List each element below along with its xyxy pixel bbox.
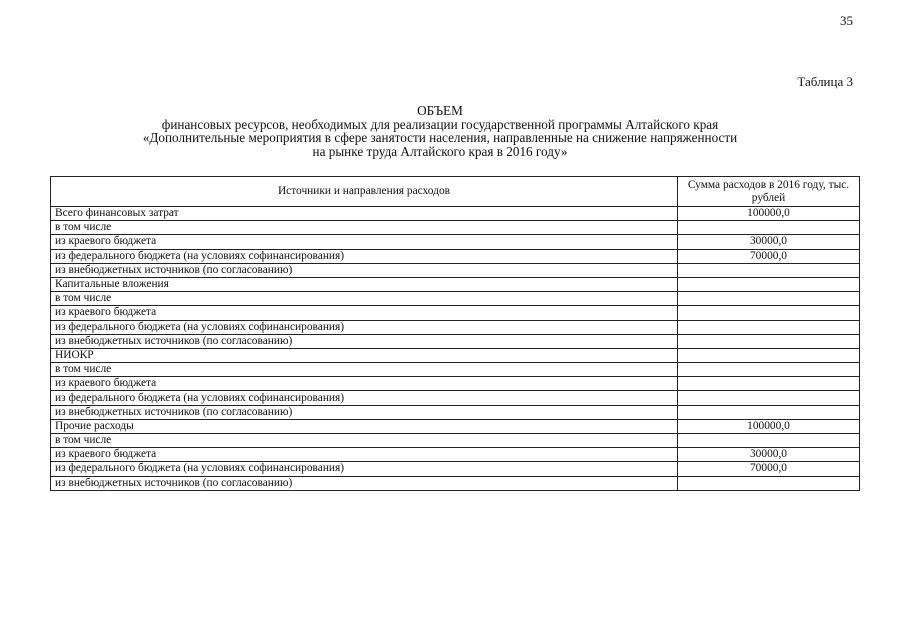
row-amount bbox=[678, 476, 860, 490]
table-row bbox=[51, 306, 860, 320]
row-label: из внебюджетных источников (по согласованию) bbox=[51, 476, 678, 490]
row-label: из краевого бюджета bbox=[51, 448, 678, 462]
title-line-3: «Дополнительные мероприятия в сфере занятости населения, направленные на снижение напряженности bbox=[142, 130, 738, 145]
row-label: в том числе bbox=[51, 434, 678, 448]
row-label: из краевого бюджета bbox=[51, 377, 678, 391]
table-row bbox=[51, 476, 860, 490]
row-amount: 70000,0 bbox=[678, 249, 860, 263]
row-label: из федерального бюджета (на условиях софинансирования) bbox=[51, 249, 678, 263]
title-line-4: на рынке труда Алтайского края в 2016 году» bbox=[312, 143, 568, 159]
row-label: из федерального бюджета (на условиях софинансирования) bbox=[51, 391, 678, 405]
row-amount bbox=[678, 292, 860, 306]
row-amount bbox=[678, 263, 860, 277]
row-label: из внебюджетных источников (по согласованию) bbox=[51, 405, 678, 419]
row-label: из федерального бюджета (на условиях софинансирования) bbox=[51, 320, 678, 334]
table-row bbox=[51, 448, 860, 462]
row-label: из внебюджетных источников (по согласованию) bbox=[51, 263, 678, 277]
table-row bbox=[51, 377, 860, 391]
row-amount bbox=[678, 221, 860, 235]
table-row bbox=[51, 277, 860, 291]
row-amount: 100000,0 bbox=[678, 419, 860, 433]
row-label: в том числе bbox=[51, 292, 678, 306]
title-line-2: финансовых ресурсов, необходимых для реализации государственной программы Алтайского края bbox=[161, 116, 719, 132]
table-row bbox=[51, 462, 860, 476]
table-row bbox=[51, 419, 860, 433]
row-amount bbox=[678, 306, 860, 320]
header-amount: Сумма расходов в 2016 году, тыс. рублей bbox=[678, 177, 860, 207]
row-amount bbox=[678, 391, 860, 405]
table-row bbox=[51, 207, 860, 221]
row-label: Прочие расходы bbox=[51, 419, 678, 433]
row-amount bbox=[678, 434, 860, 448]
row-label: в том числе bbox=[51, 221, 678, 235]
table-row bbox=[51, 434, 860, 448]
document-title bbox=[80, 104, 800, 158]
table-row bbox=[51, 320, 860, 334]
row-amount bbox=[678, 334, 860, 348]
row-amount bbox=[678, 320, 860, 334]
table-row bbox=[51, 292, 860, 306]
table-row bbox=[51, 405, 860, 419]
row-label: из краевого бюджета bbox=[51, 306, 678, 320]
table-body bbox=[51, 207, 860, 491]
row-label: из федерального бюджета (на условиях софинансирования) bbox=[51, 462, 678, 476]
table-row bbox=[51, 249, 860, 263]
row-amount bbox=[678, 363, 860, 377]
table-label: Таблица 3 bbox=[797, 74, 853, 89]
row-amount bbox=[678, 377, 860, 391]
row-amount bbox=[678, 405, 860, 419]
table-row bbox=[51, 391, 860, 405]
table-row bbox=[51, 235, 860, 249]
row-label: в том числе bbox=[51, 363, 678, 377]
table-row bbox=[51, 263, 860, 277]
row-label: Капитальные вложения bbox=[51, 277, 678, 291]
header-sources: Источники и направления расходов bbox=[51, 177, 678, 207]
table-row bbox=[51, 363, 860, 377]
financial-volume-table bbox=[50, 176, 860, 491]
table-row bbox=[51, 348, 860, 362]
title-line-1: ОБЪЕМ bbox=[417, 103, 463, 118]
row-amount: 30000,0 bbox=[678, 448, 860, 462]
table-row bbox=[51, 221, 860, 235]
row-amount: 100000,0 bbox=[678, 207, 860, 221]
row-label: из внебюджетных источников (по согласованию) bbox=[51, 334, 678, 348]
table-header-row bbox=[51, 177, 860, 207]
row-amount bbox=[678, 277, 860, 291]
row-label: из краевого бюджета bbox=[51, 235, 678, 249]
row-label: Всего финансовых затрат bbox=[51, 207, 678, 221]
page-number: 35 bbox=[840, 13, 853, 28]
row-amount bbox=[678, 348, 860, 362]
row-label: НИОКР bbox=[51, 348, 678, 362]
table-row bbox=[51, 334, 860, 348]
row-amount: 30000,0 bbox=[678, 235, 860, 249]
row-amount: 70000,0 bbox=[678, 462, 860, 476]
